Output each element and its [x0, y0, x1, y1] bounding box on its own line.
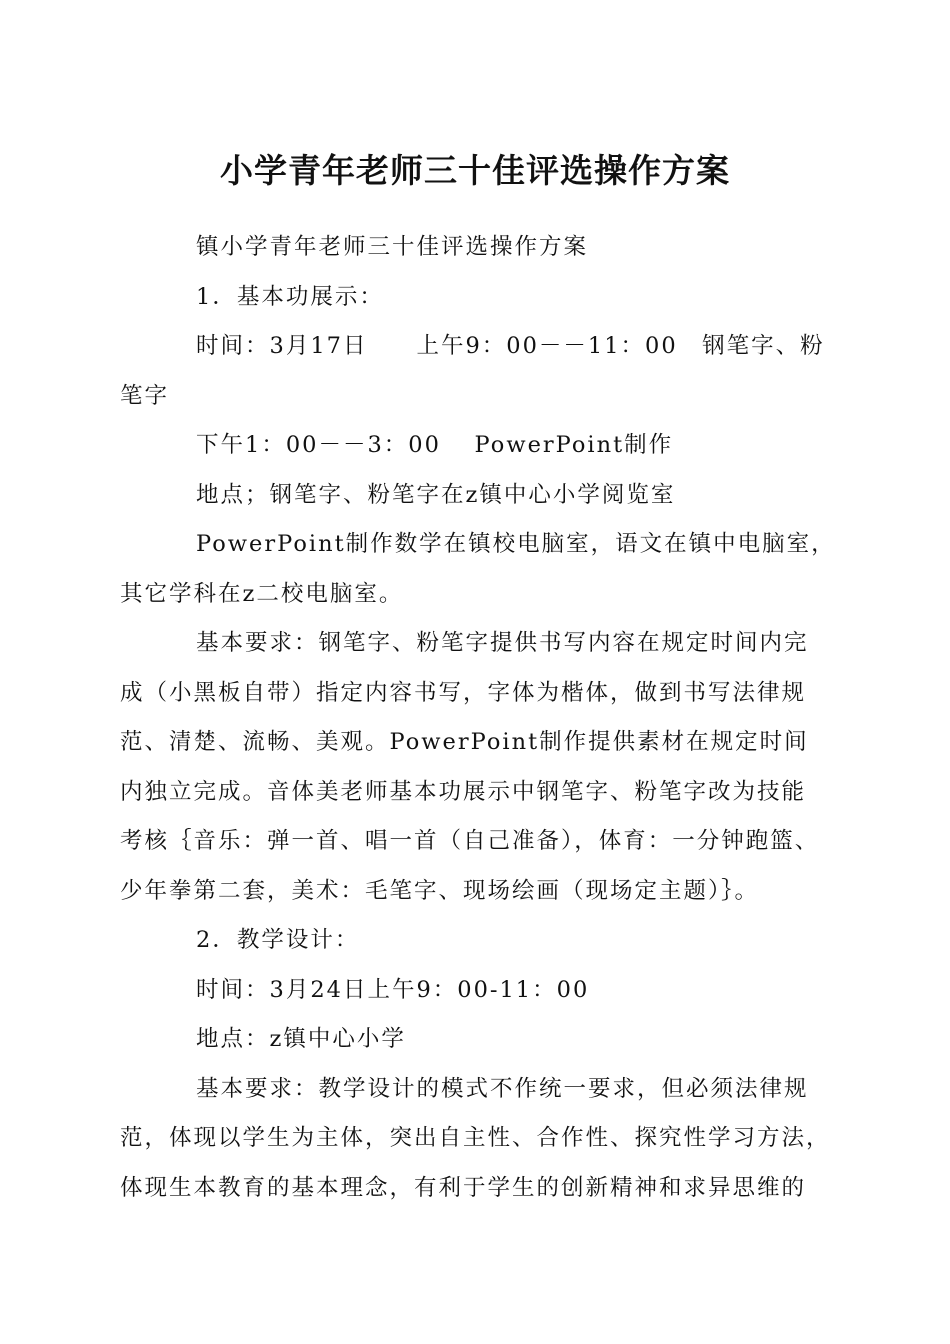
paragraph-line: 时间：3月17日 上午9：00－－11：00 钢笔字、粉 [196, 333, 825, 359]
paragraph-line: 镇小学青年老师三十佳评选操作方案 [196, 234, 589, 260]
section-heading: 2．教学设计： [196, 927, 360, 953]
paragraph-line: 体现生本教育的基本理念，有利于学生的创新精神和求异思维的 [120, 1174, 807, 1201]
paragraph-line: PowerPoint制作数学在镇校电脑室，语文在镇中电脑室， [196, 531, 836, 557]
paragraph-line: 笔字 [120, 382, 170, 409]
paragraph-line: 成（小黑板自带）指定内容书写，字体为楷体，做到书写法律规 [120, 679, 807, 706]
paragraph-line: 内独立完成。音体美老师基本功展示中钢笔字、粉笔字改为技能 [120, 778, 807, 805]
paragraph-line: 其它学科在z二校电脑室。 [120, 580, 404, 607]
paragraph-line: 地点；钢笔字、粉笔字在z镇中心小学阅览室 [196, 481, 676, 508]
paragraph-line: 范，体现以学生为主体，突出自主性、合作性、探究性学习方法， [120, 1125, 831, 1151]
section-heading: 1．基本功展示： [196, 283, 384, 310]
document-body [120, 223, 845, 1213]
paragraph-line: 地点：z镇中心小学 [196, 1026, 406, 1052]
paragraph-line: 基本要求：钢笔字、粉笔字提供书写内容在规定时间内完 [196, 630, 809, 656]
paragraph-line: 范、清楚、流畅、美观。PowerPoint制作提供素材在规定时间 [120, 729, 809, 755]
paragraph-line: 基本要求：教学设计的模式不作统一要求，但必须法律规 [196, 1075, 809, 1102]
paragraph-line: 下午1：00－－3：00 PowerPoint制作 [196, 432, 674, 458]
paragraph-line: 少年拳第二套，美术：毛笔字、现场绘画（现场定主题）｝。 [120, 877, 760, 904]
paragraph-line: 考核｛音乐：弹一首、唱一首（自己准备），体育：一分钟跑篮、 [120, 828, 820, 854]
document-title: 小学青年老师三十佳评选操作方案 [220, 151, 730, 190]
paragraph-line: 时间：3月24日上午9：00-11：00 [196, 976, 590, 1003]
